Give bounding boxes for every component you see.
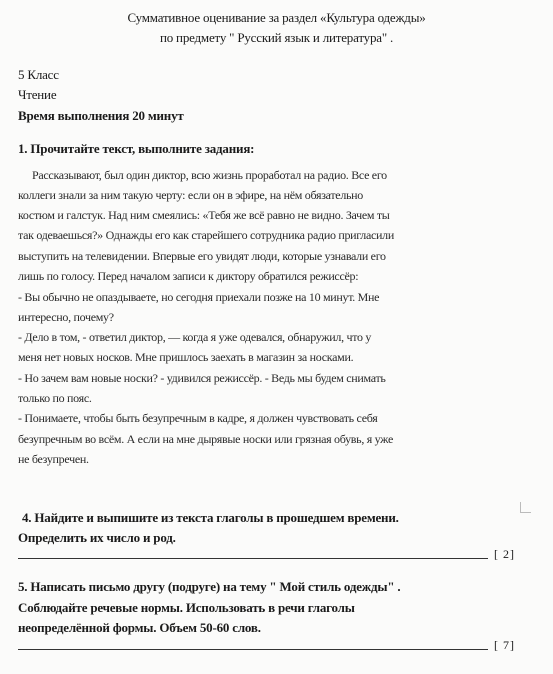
task5-prompt: 5. Написать письмо другу (подруге) на тему " Мой стиль одежды" . (18, 579, 401, 594)
task4-answer-row (18, 546, 515, 562)
text-line: не безупречен. (18, 452, 89, 466)
text-line: костюм и галстук. Над ним смеялись: «Тебя же всё равно не видно. Зачем ты (18, 208, 390, 222)
scan-corner-mark (520, 502, 531, 513)
text-line: - Вы обычно не опаздываете, но сегодня приехали позже на 10 минут. Мне (18, 290, 380, 304)
text-line: безупречным во всём. А если на мне дырявые носки или грязная обувь, я уже (18, 432, 394, 446)
worksheet-title: Суммативное оценивание за раздел «Культура одежды» (127, 10, 426, 25)
text-line: - Но зачем вам новые носки? - удивился режиссёр. - Ведь мы будем снимать (18, 371, 386, 385)
text-line: - Понимаете, чтобы быть безупречным в кадре, я должен чувствовать себя (18, 411, 378, 425)
task1-title: 1. Прочитайте текст, выполните задания: (18, 141, 255, 156)
text-line: лишь по голосу. Перед началом записи к диктору обратился режиссёр: (18, 269, 359, 283)
text-line: меня нет новых носков. Мне пришлось заехать в магазин за носками. (18, 350, 354, 364)
task5-answer-line[interactable] (18, 649, 488, 650)
task4-prompt: 4. Найдите и выпишите из текста глаголы в прошедшем времени. (22, 510, 399, 525)
task5-instruction: Соблюдайте речевые нормы. Использовать в речи глаголы (18, 600, 355, 615)
task5-points: [ 7] (494, 638, 515, 652)
text-line: - Дело в том, - ответил диктор, — когда я уже одевался, обнаружил, что у (18, 330, 372, 344)
section-label: Чтение (18, 87, 57, 102)
text-line: Рассказывают, был один диктор, всю жизнь проработал на радио. Все его (32, 168, 387, 182)
text-line: интересно, почему? (18, 310, 114, 324)
text-line: выступить на телевидении. Впервые его увидят люди, которые узнавали его (18, 249, 386, 263)
task4-answer-line[interactable] (18, 558, 488, 559)
time-label: Время выполнения 20 минут (18, 108, 184, 123)
grade-label: 5 Класс (18, 67, 59, 82)
task4-instruction: Определить их число и род. (18, 530, 176, 545)
text-line: так одеваешься?» Однажды его как старейшего сотрудника радио пригласили (18, 228, 394, 242)
worksheet-subtitle: по предмету " Русский язык и литература" . (159, 30, 394, 45)
task5-requirements: неопределённой формы. Объем 50-60 слов. (18, 620, 261, 635)
text-line: коллеги знали за ним такую черту: если он в эфире, на нём обязательно (18, 188, 364, 202)
text-line: только по пояс. (18, 391, 92, 405)
task5-answer-row (18, 637, 515, 653)
task4-points: [ 2] (494, 547, 515, 561)
